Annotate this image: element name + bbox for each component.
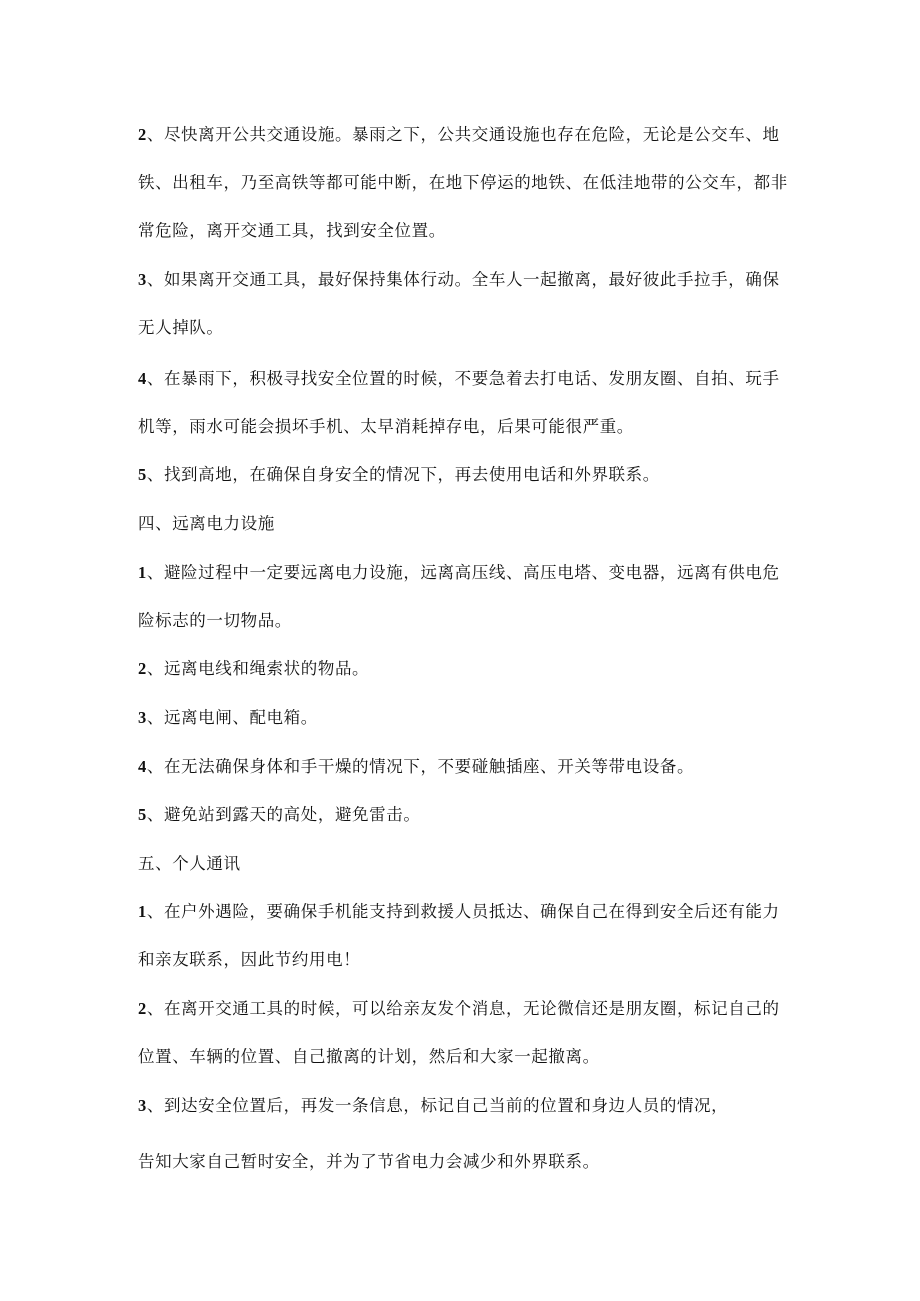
item-number: 4 bbox=[138, 369, 147, 388]
item-number: 1 bbox=[138, 563, 147, 582]
paragraph-power-2 bbox=[138, 645, 788, 693]
paragraph-text: 、在无法确保身体和手干燥的情况下，不要碰触插座、开关等带电设备。 bbox=[146, 757, 695, 776]
paragraph-power-4 bbox=[138, 743, 788, 791]
paragraph-text: 、远离电闸、配电箱。 bbox=[146, 708, 318, 727]
item-number: 5 bbox=[138, 465, 147, 484]
item-number: 4 bbox=[138, 757, 147, 776]
paragraph-text: 、在暴雨下，积极寻找安全位置的时候，不要急着去打电话、发朋友圈、自拍、玩手机等，雨水可能会损坏手机、太早消耗掉存电，后果可能很严重。 bbox=[138, 369, 780, 436]
paragraph-comm-1 bbox=[138, 888, 788, 984]
paragraph-text: 、到达安全位置后，再发一条信息，标记自己当前的位置和身边人员的情况， bbox=[146, 1096, 729, 1115]
paragraph-transport-2 bbox=[138, 111, 788, 255]
item-number: 2 bbox=[138, 999, 147, 1018]
paragraph-power-3 bbox=[138, 694, 788, 742]
item-number: 5 bbox=[138, 805, 147, 824]
item-number: 2 bbox=[138, 125, 147, 144]
heading-text: 四、远离电力设施 bbox=[138, 514, 275, 533]
paragraph-text: 、远离电线和绳索状的物品。 bbox=[146, 659, 370, 678]
paragraph-power-1 bbox=[138, 549, 788, 645]
paragraph-text: 告知大家自己暂时安全，并为了节省电力会减少和外界联系。 bbox=[138, 1152, 600, 1171]
paragraph-text: 、找到高地，在确保自身安全的情况下，再去使用电话和外界联系。 bbox=[146, 465, 660, 484]
paragraph-text: 、尽快离开公共交通设施。暴雨之下，公共交通设施也存在危险，无论是公交车、地铁、出租车，乃至高铁等都可能中断，在地下停运的地铁、在低洼地带的公交车，都非常危险，离开交通工具，找到安全位置。 bbox=[138, 125, 788, 240]
paragraph-text: 、避险过程中一定要远离电力设施，远离高压线、高压电塔、变电器，远离有供电危险标志的一切物品。 bbox=[138, 563, 780, 630]
section-heading-power bbox=[138, 500, 788, 548]
item-number: 3 bbox=[138, 270, 147, 289]
paragraph-transport-5 bbox=[138, 451, 788, 499]
heading-text: 五、个人通讯 bbox=[138, 854, 241, 873]
paragraph-power-5 bbox=[138, 791, 788, 839]
paragraph-text: 、在离开交通工具的时候，可以给亲友发个消息，无论微信还是朋友圈，标记自己的位置、车辆的位置、自己撤离的计划，然后和大家一起撤离。 bbox=[138, 999, 780, 1066]
section-heading-communication bbox=[138, 840, 788, 888]
paragraph-comm-2 bbox=[138, 985, 788, 1081]
paragraph-transport-4 bbox=[138, 355, 788, 451]
item-number: 3 bbox=[138, 708, 147, 727]
paragraph-transport-3 bbox=[138, 256, 788, 352]
paragraph-comm-3-continued bbox=[138, 1138, 788, 1186]
paragraph-text: 、如果离开交通工具，最好保持集体行动。全车人一起撤离，最好彼此手拉手，确保无人掉队。 bbox=[138, 270, 780, 337]
item-number: 1 bbox=[138, 902, 147, 921]
item-number: 3 bbox=[138, 1096, 147, 1115]
paragraph-text: 、避免站到露天的高处，避免雷击。 bbox=[146, 805, 421, 824]
paragraph-text: 、在户外遇险，要确保手机能支持到救援人员抵达、确保自己在得到安全后还有能力和亲友联系，因此节约用电！ bbox=[138, 902, 780, 969]
paragraph-comm-3 bbox=[138, 1082, 788, 1130]
item-number: 2 bbox=[138, 659, 147, 678]
